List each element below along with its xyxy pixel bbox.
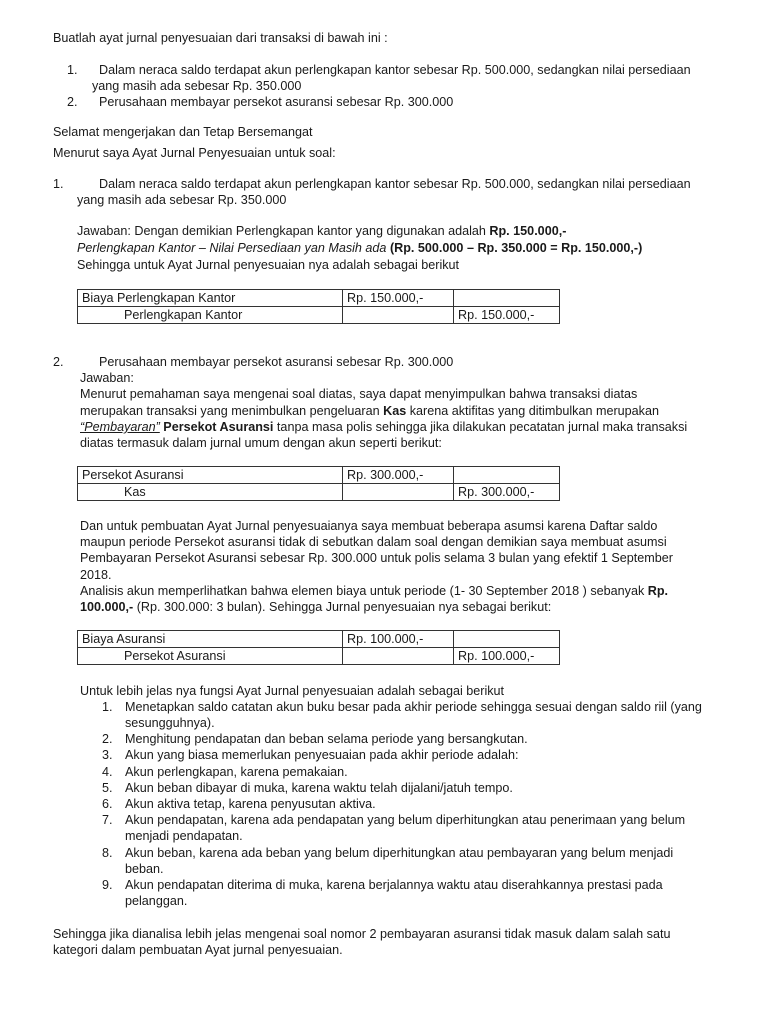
table-cell-account: Persekot Asuransi (78, 648, 343, 665)
answer-2-p3-line1 (80, 583, 668, 599)
table-cell-account: Perlengkapan Kantor (78, 307, 343, 324)
list-item-number: 6. (102, 797, 113, 811)
answer-2-p1-pembayaran: “Pembayaran” (80, 420, 160, 434)
list-item: Akun aktiva tetap, karena penyusutan aktiva. (125, 797, 376, 811)
table-cell-debit (343, 484, 454, 501)
table-row (78, 307, 560, 324)
journal-table-2 (77, 466, 560, 501)
answer-2-p1-persekot: Persekot Asuransi (159, 420, 274, 434)
answer-2-jawaban-label: Jawaban: (80, 371, 134, 385)
list-item-cont: beban. (125, 862, 164, 876)
answer-2-p1-line2 (80, 403, 659, 419)
answer-intro-text: Menurut saya Ayat Jurnal Penyesuaian untuk soal: (53, 146, 336, 160)
list-item: Akun pendapatan, karena ada pendapatan yang belum diperhitungkan atau penerimaan yang belum (125, 813, 686, 827)
function-list-intro: Untuk lebih jelas nya fungsi Ayat Jurnal penyesuaian adalah sebagai berikut (80, 684, 505, 698)
table-cell-credit: Rp. 300.000,- (454, 484, 560, 501)
table-cell-account: Persekot Asuransi (78, 467, 343, 484)
table-cell-account: Biaya Perlengkapan Kantor (78, 290, 343, 307)
question-2-number: 2. (67, 95, 78, 109)
answer-2-p2-line2: maupun periode Persekot asuransi tidak di sebutkan dalam soal dengan demikian saya membuat asumsi (80, 535, 667, 549)
answer-2-number: 2. (53, 355, 64, 369)
conclusion-line1: Sehingga jika dianalisa lebih jelas mengenai soal nomor 2 pembayaran asuransi tidak masuk dalam salah satu (53, 927, 671, 941)
list-item: Akun pendapatan diterima di muka, karena berjalannya waktu atau diserahkannya prestasi pada (125, 878, 663, 892)
answer-2-p1-line2-c: karena aktifitas yang ditimbulkan merupakan (406, 404, 659, 418)
answer-1-question-cont: yang masih ada sebesar Rp. 350.000 (77, 193, 287, 207)
table-row (78, 648, 560, 665)
table-cell-account: Biaya Asuransi (78, 631, 343, 648)
table-row (78, 290, 560, 307)
answer-1-jawaban-text: Jawaban: Dengan demikian Perlengkapan kantor yang digunakan adalah (77, 224, 490, 238)
answer-2-p2-line1: Dan untuk pembuatan Ayat Jurnal penyesuaianya saya membuat beberapa asumsi karena Daftar saldo (80, 519, 658, 533)
list-item: Menetapkan saldo catatan akun buku besar pada akhir periode sehingga sesuai dengan saldo riil (yang (125, 700, 702, 714)
list-item-number: 1. (102, 700, 113, 714)
answer-1-formula (77, 240, 642, 256)
answer-2-p3-line2 (80, 599, 551, 615)
table-row (78, 467, 560, 484)
answer-2-p1-line1: Menurut pemahaman saya mengenai soal diatas, saya dapat menyimpulkan bahwa transaksi diatas (80, 387, 638, 401)
question-2-text: Perusahaan membayar persekot asuransi sebesar Rp. 300.000 (99, 95, 454, 109)
table-cell-account: Kas (78, 484, 343, 501)
list-item-number: 5. (102, 781, 113, 795)
list-item: Menghitung pendapatan dan beban selama periode yang bersangkutan. (125, 732, 528, 746)
answer-2-p1-line2-a: merupakan transaksi yang menimbulkan pengeluaran (80, 404, 384, 418)
greeting-text: Selamat mengerjakan dan Tetap Bersemangat (53, 125, 313, 139)
list-item-cont: pelanggan. (125, 894, 188, 908)
answer-2-p3-rp: Rp. (647, 584, 669, 598)
answer-1-number: 1. (53, 177, 64, 191)
journal-table-3 (77, 630, 560, 665)
table-cell-credit (454, 467, 560, 484)
table-cell-debit: Rp. 300.000,- (343, 467, 454, 484)
question-1-number: 1. (67, 63, 78, 77)
answer-2-p3-line2-text: (Rp. 300.000: 3 bulan). Sehingga Jurnal penyesuaian nya sebagai berikut: (133, 600, 552, 614)
answer-1-sehingga: Sehingga untuk Ayat Jurnal penyesuaian nya adalah sebagai berikut (77, 258, 460, 272)
question-1-text: Dalam neraca saldo terdapat akun perlengkapan kantor sebesar Rp. 500.000, sedangkan nilai persediaan (99, 63, 691, 77)
answer-2-p3-line1-text: Analisis akun memperlihatkan bahwa elemen biaya untuk periode (1- 30 September 2018 ) sebanyak (80, 584, 648, 598)
table-row (78, 631, 560, 648)
answer-2-p1-line3-c: tanpa masa polis sehingga jika dilakukan pecatatan jurnal maka transaksi (273, 420, 688, 434)
answer-2-p1-line3 (80, 419, 687, 435)
conclusion-line2: kategori dalam pembuatan Ayat jurnal penyesuaian. (53, 943, 343, 957)
list-item-number: 3. (102, 748, 113, 762)
table-cell-debit: Rp. 100.000,- (343, 631, 454, 648)
answer-2-p3-amount: 100.000,- (80, 600, 134, 614)
table-cell-credit: Rp. 100.000,- (454, 648, 560, 665)
table-cell-credit (454, 631, 560, 648)
answer-2-p1-line4: diatas termasuk dalam jurnal umum dengan akun seperti berikut: (80, 436, 442, 450)
list-item: Akun yang biasa memerlukan penyesuaian pada akhir periode adalah: (125, 748, 519, 762)
table-row (78, 484, 560, 501)
answer-1-formula-text: Perlengkapan Kantor – Nilai Persediaan yan Masih ada (77, 241, 390, 255)
table-cell-debit (343, 307, 454, 324)
answer-1-jawaban-amount: Rp. 150.000,- (489, 224, 567, 238)
list-item: Akun perlengkapan, karena pemakaian. (125, 765, 348, 779)
list-item-cont: menjadi pendapatan. (125, 829, 243, 843)
list-item: Akun beban, karena ada beban yang belum diperhitungkan atau pembayaran yang belum menjadi (125, 846, 674, 860)
answer-2-p2-line4: 2018. (80, 568, 112, 582)
list-item-number: 9. (102, 878, 113, 892)
table-cell-credit (454, 290, 560, 307)
list-item-number: 7. (102, 813, 113, 827)
list-item-number: 8. (102, 846, 113, 860)
list-item: Akun beban dibayar di muka, karena waktu telah dijalani/jatuh tempo. (125, 781, 513, 795)
answer-1-formula-calc: (Rp. 500.000 – Rp. 350.000 = Rp. 150.000,-) (389, 241, 643, 255)
answer-1-jawaban (77, 223, 566, 239)
list-item-number: 2. (102, 732, 113, 746)
intro-text: Buatlah ayat jurnal penyesuaian dari transaksi di bawah ini : (53, 31, 388, 45)
list-item-number: 4. (102, 765, 113, 779)
table-cell-credit: Rp. 150.000,- (454, 307, 560, 324)
answer-2-question: Perusahaan membayar persekot asuransi sebesar Rp. 300.000 (99, 355, 454, 369)
journal-table-1 (77, 289, 560, 324)
question-1-text-cont: yang masih ada sebesar Rp. 350.000 (92, 79, 302, 93)
answer-1-question: Dalam neraca saldo terdapat akun perlengkapan kantor sebesar Rp. 500.000, sedangkan nilai persediaan (99, 177, 691, 191)
answer-2-p2-line3: Pembayaran Persekot Asuransi sebesar Rp. 300.000 untuk polis selama 3 bulan yang efektif 1 September (80, 551, 673, 565)
answer-2-p1-kas: Kas (383, 404, 407, 418)
table-cell-debit: Rp. 150.000,- (343, 290, 454, 307)
table-cell-debit (343, 648, 454, 665)
list-item-cont: sesungguhnya). (125, 716, 215, 730)
